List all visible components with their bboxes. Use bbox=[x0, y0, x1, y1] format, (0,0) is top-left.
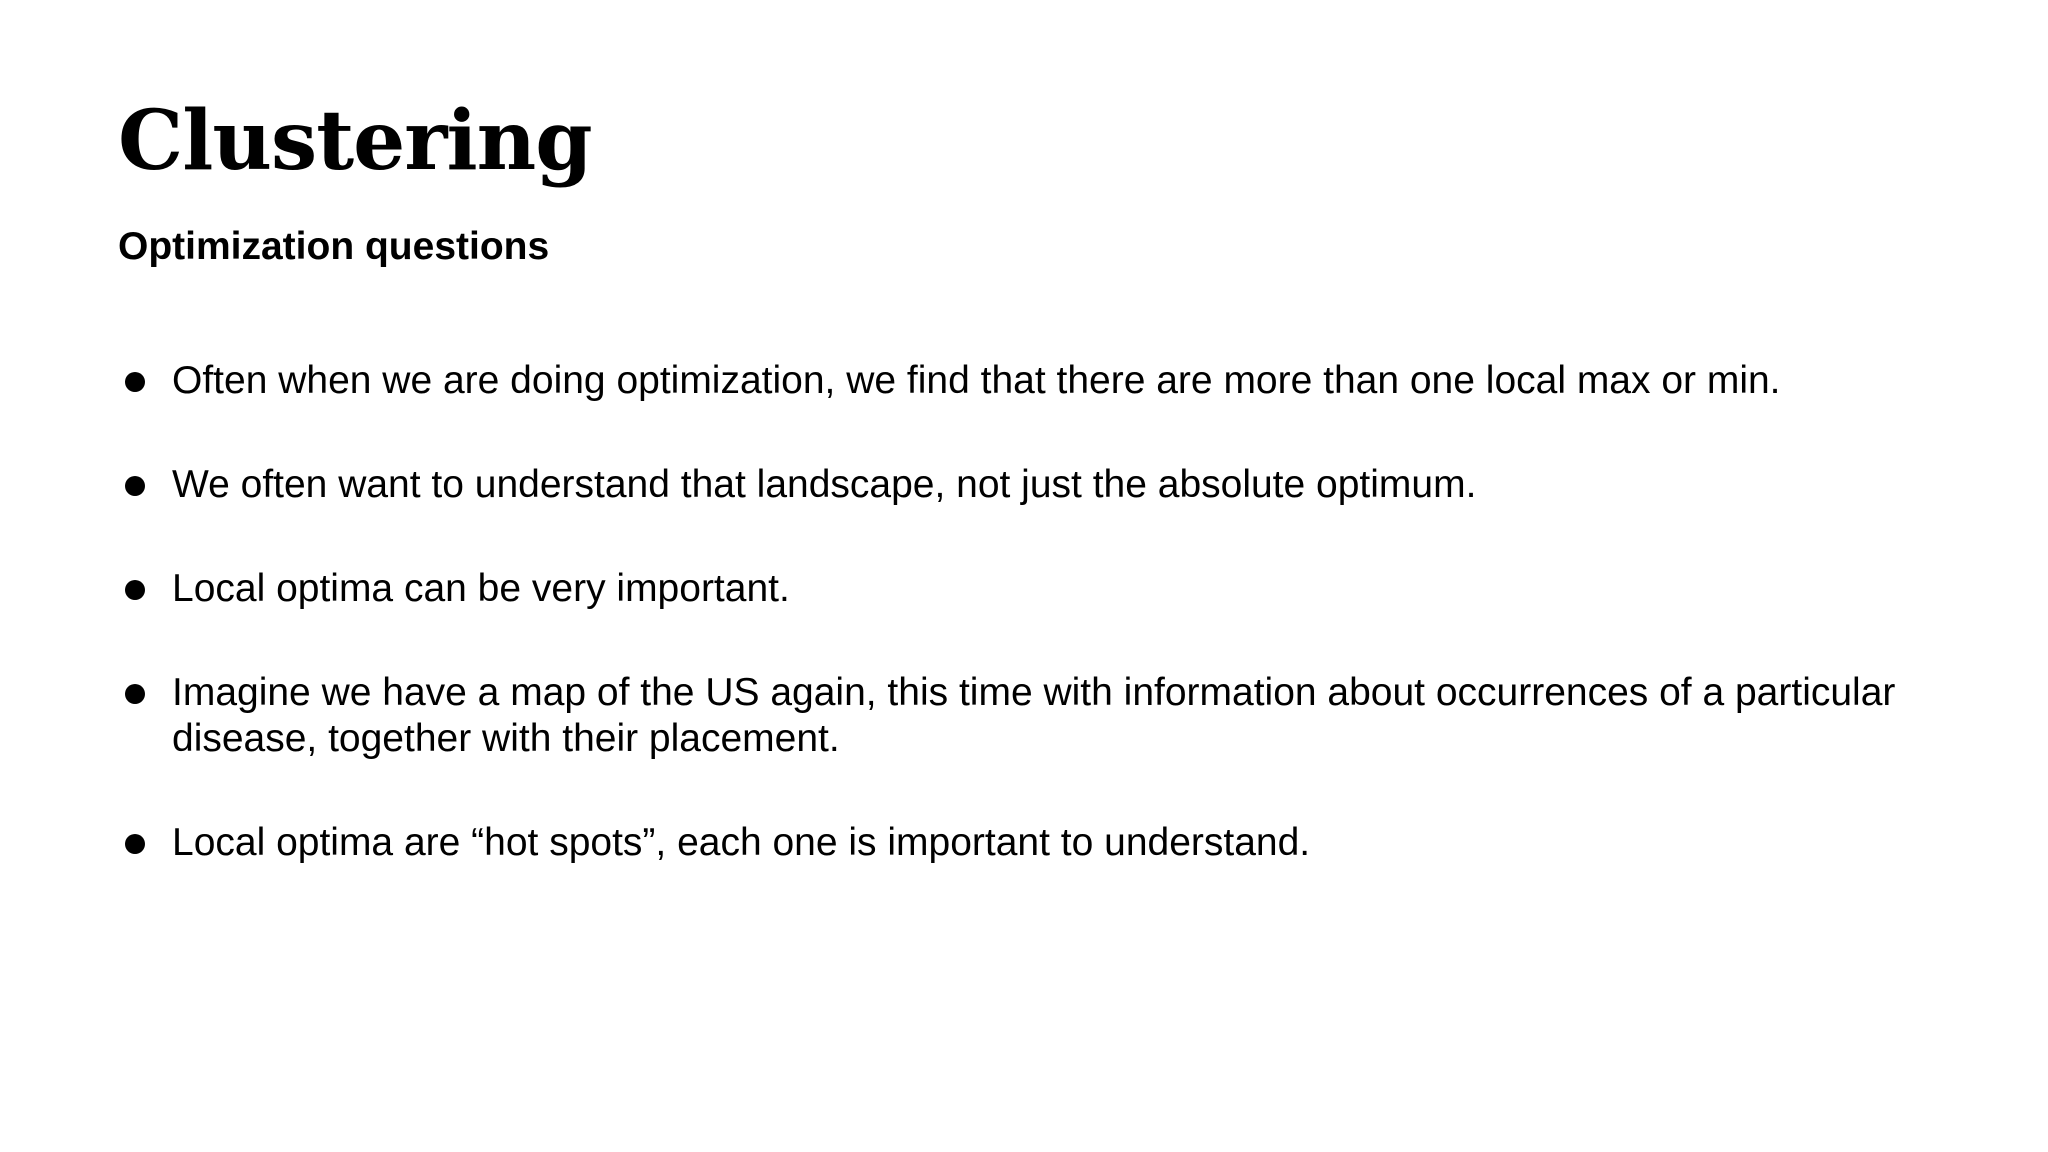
bullet-item bbox=[118, 820, 1912, 866]
bullet-text: Local optima can be very important. bbox=[172, 567, 790, 610]
bullet-dot-icon bbox=[125, 476, 145, 496]
bullet-item bbox=[118, 566, 1912, 612]
bullet-dot-icon bbox=[125, 684, 145, 704]
bullet-dot-icon bbox=[125, 372, 145, 392]
bullet-text: Local optima are “hot spots”, each one is important to understand. bbox=[172, 821, 1311, 864]
bullet-dot-icon bbox=[125, 580, 145, 600]
bullet-text: Often when we are doing optimization, we find that there are more than one local max or min. bbox=[172, 359, 1781, 402]
bullet-item bbox=[118, 462, 1912, 508]
bullet-dot-icon bbox=[125, 834, 145, 854]
bullet-item bbox=[118, 670, 1912, 762]
bullet-list bbox=[118, 358, 1938, 924]
slide-title: Clustering bbox=[118, 93, 592, 189]
bullet-item bbox=[118, 358, 1912, 404]
slide-subtitle: Optimization questions bbox=[118, 225, 550, 268]
bullet-text: We often want to understand that landscape, not just the absolute optimum. bbox=[172, 463, 1477, 506]
bullet-text: Imagine we have a map of the US again, this time with information about occurrences of a particular disease, together with their placement. bbox=[172, 671, 1896, 760]
